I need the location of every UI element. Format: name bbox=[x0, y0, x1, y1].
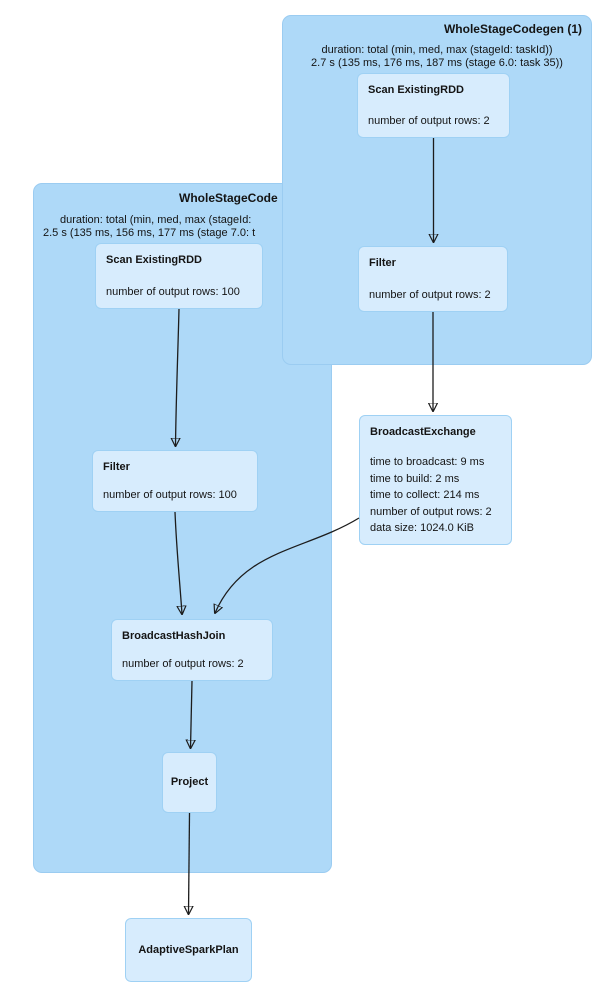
node-metric: number of output rows: 100 bbox=[106, 286, 240, 298]
cluster-wholestagecodegen-1 bbox=[282, 15, 592, 365]
cluster-title: WholeStageCodegen (1) bbox=[443, 22, 582, 36]
node-metric: number of output rows: 2 bbox=[368, 115, 490, 127]
plan-node-filter-left[interactable] bbox=[92, 450, 258, 512]
plan-node-broadcast-hash-join[interactable] bbox=[111, 619, 273, 681]
node-metric: number of output rows: 100 bbox=[103, 489, 237, 501]
cluster-duration-value: 2.5 s (135 ms, 156 ms, 177 ms (stage 7.0: t bbox=[43, 227, 256, 239]
cluster-duration-label: duration: total (min, med, max (stageId: bbox=[60, 214, 252, 226]
node-title: BroadcastExchange bbox=[370, 426, 476, 438]
node-metric: number of output rows: 2 bbox=[369, 289, 491, 301]
node-metric: time to broadcast: 9 ms bbox=[370, 456, 485, 468]
node-title: Filter bbox=[369, 257, 396, 269]
node-title: AdaptiveSparkPlan bbox=[138, 943, 239, 956]
cluster-title: WholeStageCode bbox=[179, 191, 278, 205]
plan-node-project[interactable] bbox=[162, 752, 217, 813]
node-metric: time to build: 2 ms bbox=[370, 472, 460, 485]
plan-node-scan-existingrdd-right[interactable] bbox=[357, 73, 510, 138]
node-title: BroadcastHashJoin bbox=[122, 630, 226, 642]
plan-node-scan-existingrdd-left[interactable] bbox=[95, 243, 263, 309]
plan-node-filter-right[interactable] bbox=[358, 246, 508, 312]
node-title: Project bbox=[170, 776, 209, 788]
plan-node-adaptive-spark-plan[interactable] bbox=[125, 918, 252, 982]
node-metrics bbox=[370, 456, 501, 535]
node-title: Scan ExistingRDD bbox=[368, 84, 464, 96]
node-metric: time to collect: 214 ms bbox=[370, 489, 480, 501]
node-metric: number of output rows: 2 bbox=[122, 658, 244, 670]
cluster-duration-value: 2.7 s (135 ms, 176 ms, 187 ms (stage 6.0: task 35)) bbox=[311, 57, 563, 69]
cluster-duration-label: duration: total (min, med, max (stageId: taskId)) bbox=[321, 44, 553, 56]
plan-node-broadcast-exchange[interactable] bbox=[359, 415, 512, 545]
node-title: Filter bbox=[103, 461, 130, 473]
node-title: Scan ExistingRDD bbox=[106, 254, 202, 266]
node-metric: number of output rows: 2 bbox=[370, 505, 492, 518]
node-metric: data size: 1024.0 KiB bbox=[370, 522, 474, 534]
